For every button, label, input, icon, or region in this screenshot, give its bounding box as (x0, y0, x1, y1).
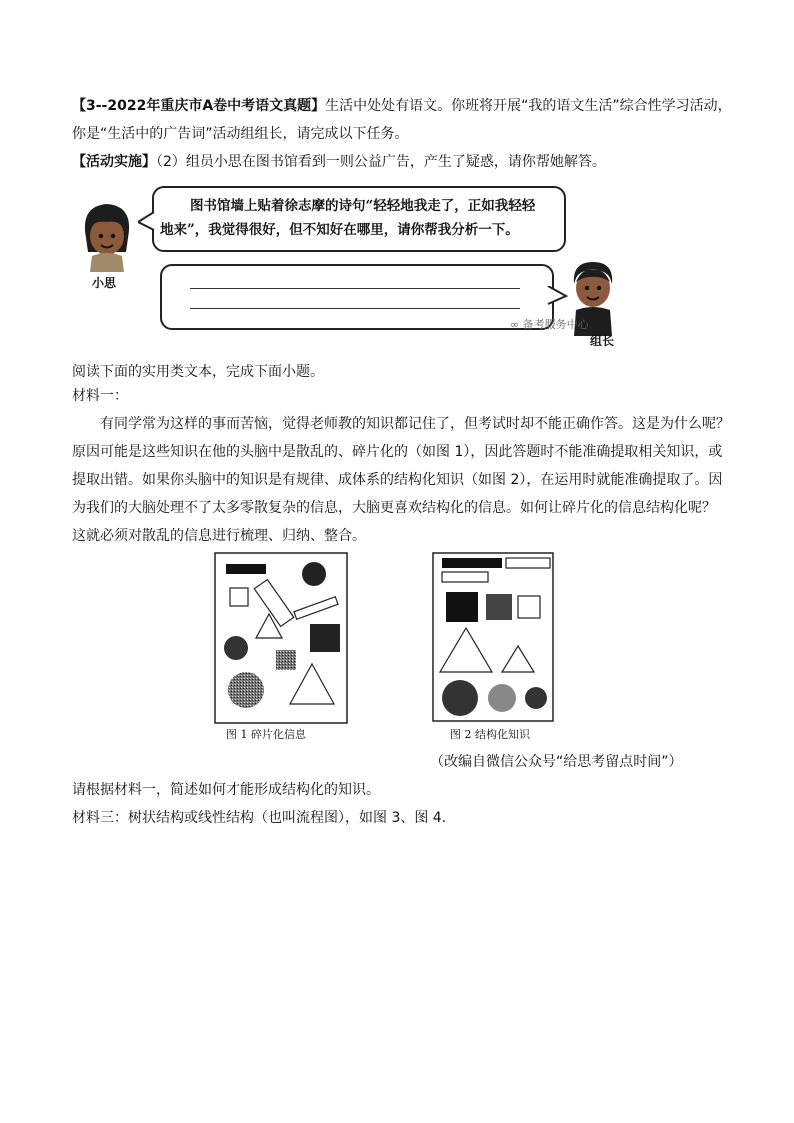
paragraph-line-2: 原因可能是这些知识在他的头脑中是散乱的、碎片化的（如图 1），因此答题时不能准确提取相关知识，或 (72, 444, 723, 460)
left-kid-label: 小思 (92, 276, 117, 290)
figure-1-caption: 图 1 碎片化信息 (226, 728, 306, 741)
intro-text: 生活中处处有语文。你班将开展“我的语文生活”综合性学习活动， (325, 98, 732, 114)
speech-tail-right-icon (544, 286, 568, 306)
paragraph-line-3: 提取出错。如果你头脑中的知识是有规律、成体系的结构化知识（如图 2），在运用时就能准确提取了。因 (72, 472, 723, 488)
answer-bubble (160, 264, 554, 330)
intro-tag: 【3--2022年重庆市A卷中考语文真题】 (72, 98, 326, 114)
answer-line-1 (190, 288, 520, 289)
figure-2-structured-knowledge (432, 552, 554, 722)
paragraph-line-4: 为我们的大脑处理不了太多零散复杂的信息，大脑更喜欢结构化的信息。如何让碎片化的信息结构化呢？ (72, 500, 716, 516)
speech-line-1: 图书馆墙上贴着徐志摩的诗句“轻轻地我走了，正如我轻轻 (190, 198, 536, 214)
intro-line-2: 你是“生活中的广告词”活动组组长，请完成以下任务。 (72, 126, 409, 142)
task-tag: 【活动实施】 (72, 154, 156, 170)
watermark-logo-icon: ∞ (510, 318, 523, 331)
material1-title: 材料一： (72, 388, 128, 404)
paragraph-line-1: 有同学常为这样的事而苦恼，觉得老师教的知识都记住了，但考试时却不能正确作答。这是为什么呢？ (100, 416, 730, 432)
comic-illustration (72, 182, 620, 350)
answer-line-2 (190, 308, 520, 309)
material3-text: 材料三：树状结构或线性结构（也叫流程图），如图 3、图 4. (72, 810, 447, 826)
watermark-text: 备考服务中心 (522, 318, 589, 331)
reading-instruction: 阅读下面的实用类文本，完成下面小题。 (72, 364, 324, 380)
figure-2-caption: 图 2 结构化知识 (450, 728, 530, 741)
paragraph-line-5: 这就必须对散乱的信息进行梳理、归纳、整合。 (72, 528, 366, 544)
question-text: 请根据材料一，简述如何才能形成结构化的知识。 (72, 782, 380, 798)
source-note: （改编自微信公众号“给思考留点时间”） (430, 754, 683, 770)
speech-line-2: 地来”，我觉得很好，但不知好在哪里，请你帮我分析一下。 (160, 222, 519, 238)
task-line (72, 152, 606, 172)
figure-1-fragmented-info (214, 552, 348, 724)
right-kid-label: 组长 (590, 334, 615, 348)
watermark (510, 316, 589, 332)
speech-tail-left-icon (138, 212, 158, 232)
task-text: （2）组员小思在图书馆看到一则公益广告，产生了疑惑，请你帮她解答。 (156, 154, 606, 170)
girl-avatar-icon (74, 198, 140, 272)
intro-line-1 (72, 96, 732, 116)
